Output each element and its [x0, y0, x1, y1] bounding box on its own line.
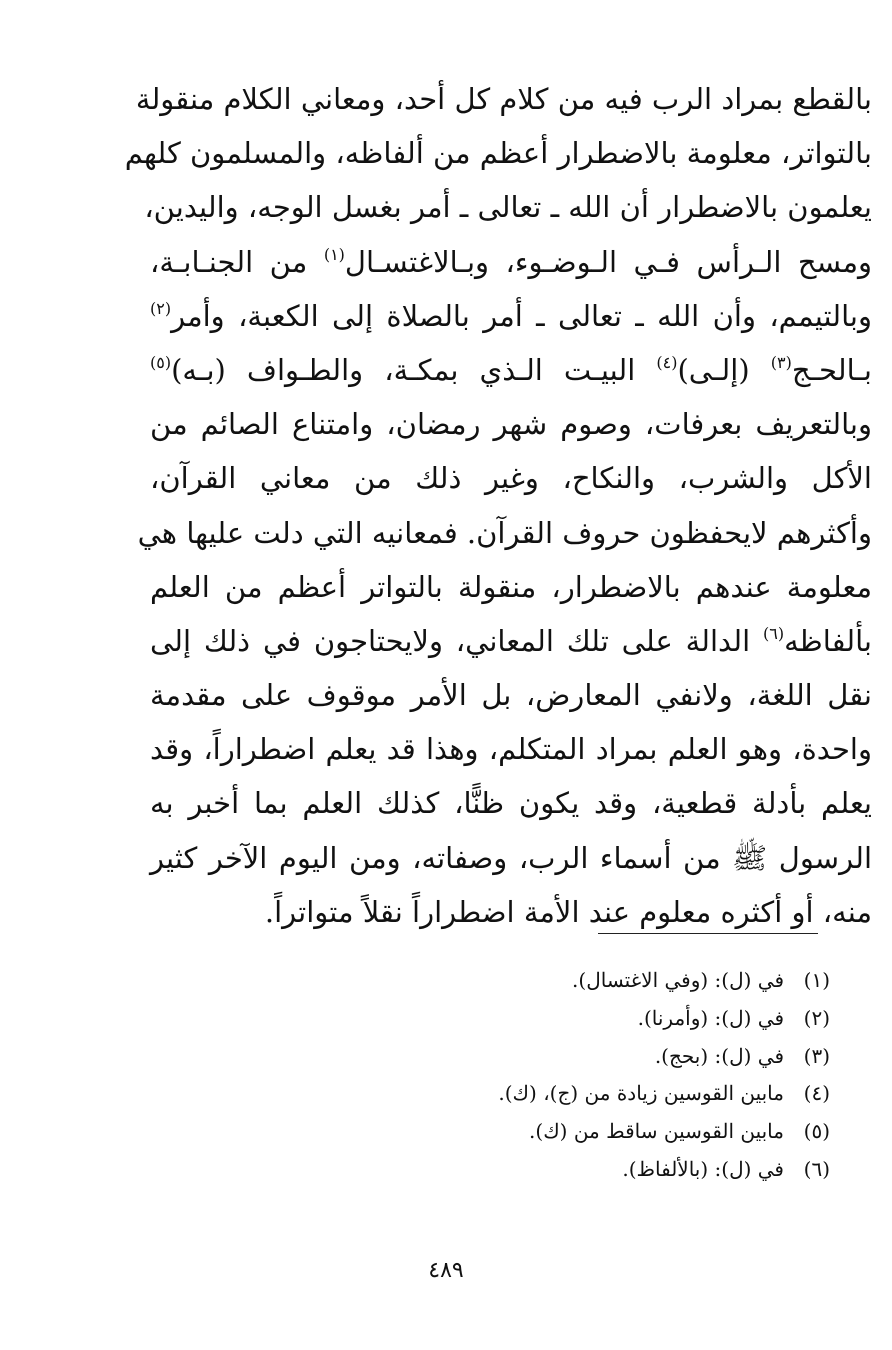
footnote-number: (٣) [803, 1043, 830, 1068]
text-line: الأكل والشرب، والنكاح، وغير ذلك من معاني القرآن، [150, 461, 872, 496]
text-line: بـالحـج$^{(٣)}$ (إلـى)$^{(٤)}$ البيـت الـذي بمكـة، والطـواف (بـه)$^{(٥)}$ [150, 352, 872, 387]
footnote-number: (٢) [803, 1005, 830, 1030]
footnotes-block [330, 962, 830, 1189]
footnote-number: (٦) [803, 1156, 830, 1181]
page-number: ٤٨٩ [428, 1258, 464, 1283]
footnote-ref-5: (٥) [150, 352, 172, 372]
footnote-ref-3: (٣) [770, 352, 792, 372]
footnote-text: في (ل): (وفي الاغتسال). [572, 968, 784, 992]
text-line: وبالتيمم، وأن الله ـ تعالى ـ أمر بالصلاة إلى الكعبة، وأمر$^{(٢)}$ [150, 298, 872, 333]
footnote-item [330, 1075, 830, 1113]
footnote-item [330, 962, 830, 1000]
text-line: نقل اللغة، ولانفي المعارض، بل الأمر موقوف على مقدمة [150, 678, 872, 713]
text-line: ومسح الـرأس فـي الـوضـوء، وبـالاغتسـال$^{(١)}$ من الجنـابـة، [150, 244, 873, 279]
footnote-number: (٤) [803, 1081, 830, 1106]
footnote-item [330, 1038, 830, 1076]
footnote-item [330, 1113, 830, 1151]
footnote-ref-6: (٦) [763, 623, 785, 643]
text-line: وأكثرهم لايحفظون حروف القرآن. فمعانيه التي دلت عليها هي [137, 515, 872, 550]
text-line: منه، أو أكثره معلوم عند الأمة اضطراراً نقلاً متواتراً. [264, 894, 872, 929]
text-line: معلومة عندهم بالاضطرار، منقولة بالتواتر أعظم من العلم [150, 569, 872, 604]
text-line: وبالتعريف بعرفات، وصوم شهر رمضان، وامتناع الصائم من [150, 407, 872, 442]
text-line: بألفاظه$^{(٦)}$ الدالة على تلك المعاني، ولايحتاجون في ذلك إلى [150, 623, 873, 658]
text-line: بالتواتر، معلومة بالاضطرار أعظم من ألفاظه، والمسلمون كلهم [124, 136, 872, 171]
footnote-number: (٥) [803, 1119, 830, 1144]
text-line: واحدة، وهو العلم بمراد المتكلم، وهذا قد يعلم اضطراراً، وقد [150, 732, 872, 767]
footnote-separator [598, 933, 818, 934]
footnote-text: في (ل): (وأمرنا). [637, 1005, 784, 1030]
footnote-text: مابين القوسين ساقط من (ك). [529, 1119, 784, 1144]
footnote-text: في (ل): (بالألفاظ). [622, 1156, 784, 1181]
text-line: الرسول ﷺ من أسماء الرب، وصفاته، ومن اليوم الآخر كثير [150, 840, 872, 875]
footnote-ref-4: (٤) [656, 352, 678, 372]
main-text-block [124, 72, 873, 939]
footnote-number: (١) [803, 968, 830, 992]
text-line: يعلم بأدلة قطعية، وقد يكون ظنًّا، كذلك العلم بما أخبر به [150, 786, 872, 821]
footnote-text: مابين القوسين زيادة من (ج)، (ك). [498, 1081, 784, 1106]
footnote-ref-1: (١) [323, 244, 345, 264]
text-line: يعلمون بالاضطرار أن الله ـ تعالى ـ أمر بغسل الوجه، واليدين، [144, 190, 872, 225]
footnote-text: في (ل): (بحج). [654, 1043, 784, 1068]
text-line: بالقطع بمراد الرب فيه من كلام كل أحد، ومعاني الكلام منقولة [135, 82, 872, 116]
footnote-ref-2: (٢) [150, 298, 172, 318]
footnote-item [330, 1000, 830, 1038]
footnote-item [330, 1151, 830, 1189]
